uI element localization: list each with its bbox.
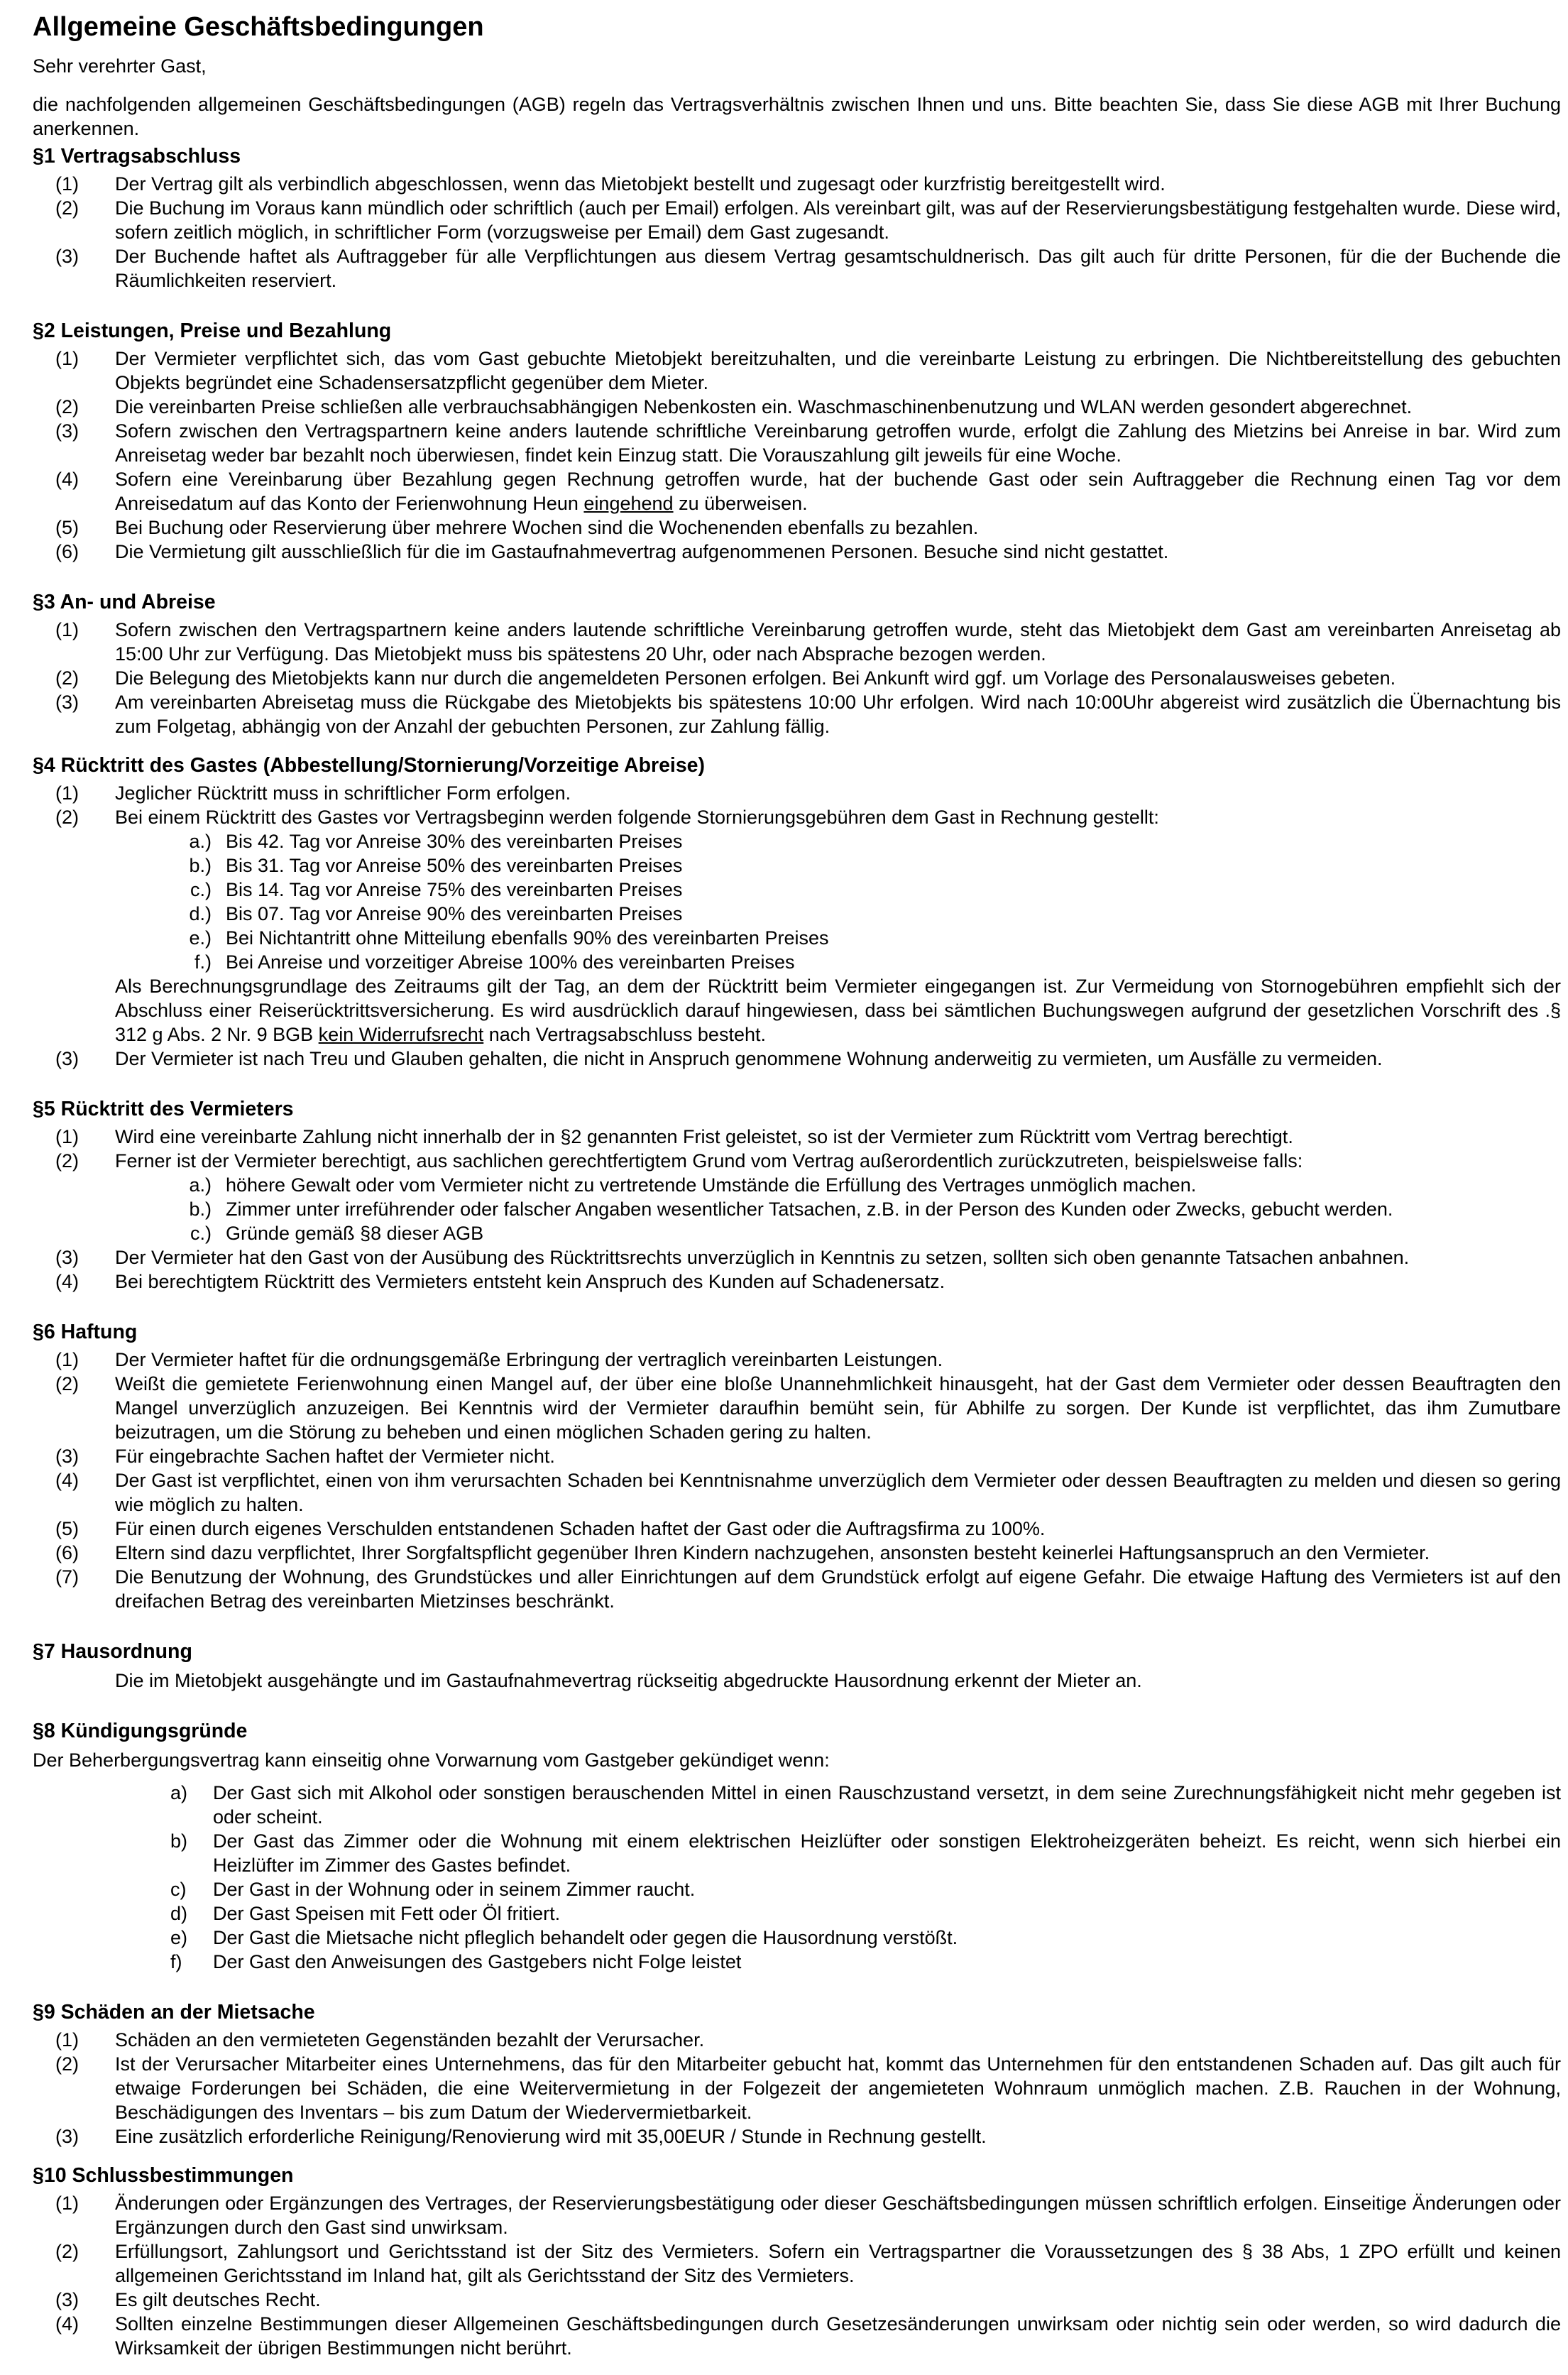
list-item: [33, 1781, 1561, 1829]
item-text: Am vereinbarten Abreisetag muss die Rückgabe des Mietobjekts bis spätestens 10:00 Uhr erfolgen. Wird nach 10:00Uhr abgereist wird zusätzlich die Übernachtung bis zum Folgetag, abhängig von der Anzahl der gebuchten Personen, zur Zahlung fällig.: [115, 692, 1561, 737]
sub-item-number: c.): [190, 1223, 212, 1244]
sub-item-number: a.): [189, 831, 212, 852]
item-number: (2): [55, 667, 79, 689]
list-item: [33, 515, 1561, 540]
section-1-list: [33, 172, 1561, 293]
underlined-term: kein Widerrufsrecht: [318, 1024, 484, 1045]
list-item: [33, 2288, 1561, 2312]
item-text: [115, 467, 1561, 515]
section-3-list: [33, 618, 1561, 738]
item-text: Der Vermieter haftet für die ordnungsgemäße Erbringung der vertraglich vereinbarten Leistungen.: [115, 1349, 943, 1370]
item-number: (3): [55, 246, 79, 267]
item-number: (1): [55, 619, 79, 640]
item-text: Änderungen oder Ergänzungen des Vertrages, der Reservierungsbestätigung oder dieser Geschäftsbedingungen müssen schriftlich erfolgen. Einseitige Änderungen oder Ergänzungen durch den Gast sind unwirksam.: [115, 2193, 1561, 2238]
item-number: (4): [55, 469, 79, 490]
list-item: [33, 1901, 1561, 1926]
item-text: Der Vermieter verpflichtet sich, das vom Gast gebuchte Mietobjekt bereitzuhalten, und die vereinbarte Leistung zu erbringen. Die Nichtbereitstellung des gebuchten Objekts begründet eine Schadensersatzpflicht gegenüber dem Mieter.: [115, 348, 1561, 393]
item-text: Der Vertrag gilt als verbindlich abgeschlossen, wenn das Mietobjekt bestellt und zugesagt oder kurzfristig bereitgestellt wird.: [115, 173, 1166, 195]
underlined-term: eingehend: [583, 493, 674, 514]
list-item: [33, 1245, 1561, 1270]
section-title: §3 An- und Abreise: [33, 591, 216, 613]
section-9-list: [33, 2028, 1561, 2149]
item-number: (4): [55, 2313, 79, 2335]
item-text: Ist der Verursacher Mitarbeiter eines Unternehmens, das für den Mitarbeiter gebucht hat, kommt das Unternehmen für den entstandenen Schaden auf. Das gilt auch für etwaige Forderungen bei Schäden, die eine Weitervermietung in der Folgezeit der angemieteten Wohnraum unmöglich machen. Z.B. Rauchen in der Wohnung, Beschädigungen des Inventars – bis zum Datum der Wiedervermietbarkeit.: [115, 2053, 1561, 2123]
item-text: Der Vermieter ist nach Treu und Glauben gehalten, die nicht in Anspruch genommene Wohnung anderweitig zu vermieten, um Ausfälle zu vermeiden.: [115, 1048, 1383, 1069]
list-item: [33, 2028, 1561, 2052]
list-item: [33, 805, 1561, 829]
sub-item-number: e.): [189, 927, 212, 949]
list-item: [33, 781, 1561, 805]
item-text: Schäden an den vermieteten Gegenständen bezahlt der Verursacher.: [115, 2029, 705, 2051]
list-item: [33, 540, 1561, 564]
item-number: (3): [55, 420, 79, 442]
section-7-text: Die im Mietobjekt ausgehängte und im Gastaufnahmevertrag rückseitig abgedruckte Hausordnung erkennt der Mieter an.: [115, 1670, 1142, 1691]
list-item: [33, 1565, 1561, 1613]
list-item: [33, 618, 1561, 666]
section-title: §9 Schäden an der Mietsache: [33, 2001, 315, 2024]
section-5-list: [33, 1125, 1561, 1294]
sub-item-number: c.): [190, 879, 212, 900]
section-title: §1 Vertragsabschluss: [33, 145, 241, 168]
item-text: Bei Buchung oder Reservierung über mehrere Wochen sind die Wochenenden ebenfalls zu bezahlen.: [115, 517, 979, 538]
sub-item-number: f.): [194, 951, 212, 973]
item-text: Sollten einzelne Bestimmungen dieser Allgemeinen Geschäftsbedingungen durch Gesetzesänderungen unwirksam oder nichtig sein oder werden, so wird dadurch die Wirksamkeit der übrigen Bestimmungen nicht berührt.: [115, 2313, 1561, 2359]
item-text: Für einen durch eigenes Verschulden entstandenen Schaden haftet der Gast oder die Auftragsfirma zu 100%.: [115, 1518, 1046, 1539]
item-text: Jeglicher Rücktritt muss in schriftlicher Form erfolgen.: [115, 782, 571, 804]
section-title: §10 Schlussbestimmungen: [33, 2164, 294, 2187]
item-number: (1): [55, 173, 79, 195]
item-text: Eltern sind dazu verpflichtet, Ihrer Sorgfaltspflicht gegenüber Ihren Kindern nachzugehen, ansonsten besteht keinerlei Haftungsanspruch an den Vermieter.: [115, 1542, 1430, 1563]
sub-item: [33, 853, 1561, 878]
item-text: Der Gast den Anweisungen des Gastgebers nicht Folge leistet: [213, 1951, 742, 1972]
list-item: [33, 467, 1561, 515]
document-title: Allgemeine Geschäftsbedingungen: [33, 12, 484, 42]
item-text: Die Buchung im Voraus kann mündlich oder schriftlich (auch per Email) erfolgen. Als vereinbart gilt, was auf der Reservierungsbestätigung festgehalten wurde. Diese wird, sofern zeitlich möglich, in schriftlicher Form (vorzugsweise per Email) dem Gast zugesandt.: [115, 197, 1561, 243]
list-item: [33, 666, 1561, 690]
sub-item: [33, 1197, 1561, 1221]
sub-item: [33, 829, 1561, 853]
item-number: (2): [55, 2241, 79, 2262]
item-text: Der Gast Speisen mit Fett oder Öl fritiert.: [213, 1903, 561, 1924]
list-item: [33, 1149, 1561, 1173]
continuation-paragraph: [33, 974, 1561, 1047]
item-number: (1): [55, 2029, 79, 2051]
item-text-part: zu überweisen.: [673, 493, 808, 514]
item-number: (1): [55, 1126, 79, 1147]
item-number: (3): [55, 2126, 79, 2147]
list-item: [33, 2191, 1561, 2239]
item-number: (3): [55, 2289, 79, 2310]
item-text: Bei berechtigtem Rücktritt des Vermieters entsteht kein Anspruch des Kunden auf Schadenersatz.: [115, 1271, 945, 1292]
item-number: (6): [55, 1542, 79, 1563]
sub-item-number: b.): [189, 855, 212, 876]
sub-item-number: d.): [189, 903, 212, 924]
sub-item-text: Zimmer unter irreführender oder falscher Angaben wesentlicher Tatsachen, z.B. in der Person des Kunden oder Zwecks, gebucht werden.: [226, 1199, 1393, 1220]
item-number: (2): [55, 197, 79, 219]
list-item: [33, 1877, 1561, 1901]
item-number: (5): [55, 1518, 79, 1539]
list-item: [33, 1372, 1561, 1444]
item-number: (4): [55, 1271, 79, 1292]
list-item: [33, 1541, 1561, 1565]
list-item: [33, 196, 1561, 244]
item-letter: c): [170, 1879, 187, 1900]
paragraph-text-part: Als Berechnungsgrundlage des Zeitraums gilt der Tag, an dem der Rücktritt beim Vermieter eingegangen ist. Zur Vermeidung von Stornogebühren empfiehlt sich der Abschluss einer Reiserücktrittsversicherung. Es wird ausdrücklich darauf hingewiesen, dass bei sämtlichen Buchungswegen aufgrund der gesetzlichen Vorschrift des .§ 312 g Abs. 2 Nr. 9 BGB: [115, 976, 1561, 1045]
item-number: (3): [55, 1446, 79, 1467]
item-number: (1): [55, 2193, 79, 2214]
list-item: [33, 346, 1561, 395]
list-item: [33, 395, 1561, 419]
list-item: [33, 1348, 1561, 1372]
section-title: §5 Rücktritt des Vermieters: [33, 1098, 294, 1120]
item-text: Bei einem Rücktritt des Gastes vor Vertragsbeginn werden folgende Stornierungsgebühren dem Gast in Rechnung gestellt:: [115, 807, 1159, 828]
sub-item: [33, 950, 1561, 974]
item-text: Der Gast die Mietsache nicht pfleglich behandelt oder gegen die Hausordnung verstößt.: [213, 1927, 958, 1948]
item-text: Die Belegung des Mietobjekts kann nur durch die angemeldeten Personen erfolgen. Bei Ankunft wird ggf. um Vorlage des Personalausweises gebeten.: [115, 667, 1396, 689]
list-item: [33, 2052, 1561, 2124]
item-number: (2): [55, 396, 79, 417]
item-number: (3): [55, 1048, 79, 1069]
item-text: Der Buchende haftet als Auftraggeber für alle Verpflichtungen aus diesem Vertrag gesamtschuldnerisch. Das gilt auch für dritte Personen, für die der Buchende die Räumlichkeiten reserviert.: [115, 246, 1561, 291]
section-title: §4 Rücktritt des Gastes (Abbestellung/Stornierung/Vorzeitige Abreise): [33, 754, 706, 777]
item-text: Erfüllungsort, Zahlungsort und Gerichtsstand ist der Sitz des Vermieters. Sofern ein Vertragspartner die Voraussetzungen des § 38 Abs, 1 ZPO erfüllt und keinen allgemeinen Gerichtsstand im Inland hat, gilt als Gerichtsstand der Sitz des Vermieters.: [115, 2241, 1561, 2286]
sub-item-text: Bis 07. Tag vor Anreise 90% des vereinbarten Preises: [226, 903, 683, 924]
item-letter: f): [170, 1951, 182, 1972]
item-text: Weißt die gemietete Ferienwohnung einen Mangel auf, der über eine bloße Unannehmlichkeit hinausgeht, hat der Gast dem Vermieter oder dessen Beauftragten den Mangel unverzüglich anzuzeigen. Bei Kenntnis wird der Vermieter daraufhin bemüht sein, für Abhilfe zu sorgen. Der Kunde ist verpflichtet, das ihm Zumutbare beizutragen, um die Störung zu beheben und einen möglichen Schaden gering zu halten.: [115, 1373, 1561, 1443]
list-item: [33, 690, 1561, 738]
item-number: (1): [55, 348, 79, 369]
item-text-part: Sofern eine Vereinbarung über Bezahlung gegen Rechnung getroffen wurde, hat der buchende Gast oder sein Auftraggeber die Rechnung einen Tag vor dem Anreisedatum auf das Konto der Ferienwohnung Heun: [115, 469, 1561, 514]
item-number: (3): [55, 1247, 79, 1268]
intro-paragraph: die nachfolgenden allgemeinen Geschäftsbedingungen (AGB) regeln das Vertragsverhältnis zwischen Ihnen und uns. Bitte beachten Sie, dass Sie diese AGB mit Ihrer Buchung anerkennen.: [33, 94, 1561, 139]
paragraph-text-part: nach Vertragsabschluss besteht.: [483, 1024, 766, 1045]
item-number: (2): [55, 1150, 79, 1172]
item-letter: a): [170, 1782, 188, 1803]
sub-item-text: Bis 31. Tag vor Anreise 50% des vereinbarten Preises: [226, 855, 683, 876]
sub-item-text: Gründe gemäß §8 dieser AGB: [226, 1223, 484, 1244]
section-title: §6 Haftung: [33, 1321, 138, 1343]
sub-item-text: Bis 14. Tag vor Anreise 75% des vereinbarten Preises: [226, 879, 683, 900]
section-6-list: [33, 1348, 1561, 1613]
item-text: Eine zusätzlich erforderliche Reinigung/Renovierung wird mit 35,00EUR / Stunde in Rechnung gestellt.: [115, 2126, 987, 2147]
section-title: §7 Hausordnung: [33, 1640, 192, 1663]
item-number: (4): [55, 1470, 79, 1491]
list-item: [33, 1829, 1561, 1877]
item-text: Der Gast das Zimmer oder die Wohnung mit einem elektrischen Heizlüfter oder sonstigen Elektroheizgeräten beheizt. Es reicht, wenn sich hierbei ein Heizlüfter im Zimmer des Gastes befindet.: [213, 1830, 1561, 1876]
item-text: Die vereinbarten Preise schließen alle verbrauchsabhängigen Nebenkosten ein. Waschmaschinenbenutzung und WLAN werden gesondert abgerechnet.: [115, 396, 1413, 417]
item-text: Für eingebrachte Sachen haftet der Vermieter nicht.: [115, 1446, 555, 1467]
section-title: §2 Leistungen, Preise und Bezahlung: [33, 320, 392, 342]
item-number: (1): [55, 1349, 79, 1370]
sub-item-number: b.): [189, 1199, 212, 1220]
item-text: Sofern zwischen den Vertragspartnern keine anders lautende schriftliche Vereinbarung getroffen wurde, erfolgt die Zahlung des Mietzins bei Anreise in bar. Wird zum Anreisetag weder bar bezahlt noch überwiesen, findet kein Einzug statt. Die Vorauszahlung gilt jeweils für eine Woche.: [115, 420, 1561, 466]
list-item: [33, 1517, 1561, 1541]
sub-item: [33, 926, 1561, 950]
sub-item: [33, 878, 1561, 902]
sub-item-text: höhere Gewalt oder vom Vermieter nicht zu vertretende Umstände die Erfüllung des Vertrages unmöglich machen.: [226, 1174, 1197, 1196]
section-4-list: [33, 781, 1561, 1071]
list-item: [33, 1125, 1561, 1149]
list-item: [33, 1950, 1561, 1974]
sub-item-number: a.): [189, 1174, 212, 1196]
list-item: [33, 2239, 1561, 2288]
item-text: Der Gast in der Wohnung oder in seinem Zimmer raucht.: [213, 1879, 696, 1900]
sub-item-text: Bis 42. Tag vor Anreise 30% des vereinbarten Preises: [226, 831, 683, 852]
item-text: Sofern zwischen den Vertragspartnern keine anders lautende schriftliche Vereinbarung getroffen wurde, steht das Mietobjekt dem Gast am vereinbarten Anreisetag ab 15:00 Uhr zur Verfügung. Das Mietobjekt muss bis spätestens 20 Uhr, oder nach Absprache bezogen werden.: [115, 619, 1561, 665]
item-text: Die Benutzung der Wohnung, des Grundstückes und aller Einrichtungen auf dem Grundstück erfolgt auf eigene Gefahr. Die etwaige Haftung des Vermieters ist auf den dreifachen Betrag des vereinbarten Mietzinses beschränkt.: [115, 1566, 1561, 1612]
list-item: [33, 1047, 1561, 1071]
list-item: [33, 2124, 1561, 2149]
sub-item: [33, 1221, 1561, 1245]
sub-item-text: Bei Anreise und vorzeitiger Abreise 100% des vereinbarten Preises: [226, 951, 795, 973]
item-letter: e): [170, 1927, 188, 1948]
item-letter: d): [170, 1903, 188, 1924]
list-item: [33, 172, 1561, 196]
item-text: Der Vermieter hat den Gast von der Ausübung des Rücktrittsrechts unverzüglich in Kenntnis zu setzen, sollten sich oben genannte Tatsachen anbahnen.: [115, 1247, 1410, 1268]
item-text: Ferner ist der Vermieter berechtigt, aus sachlichen gerechtfertigtem Grund vom Vertrag außerordentlich zurückzutreten, beispielsweise falls:: [115, 1150, 1303, 1172]
item-letter: b): [170, 1830, 188, 1852]
item-text: Wird eine vereinbarte Zahlung nicht innerhalb der in §2 genannten Frist geleistet, so ist der Vermieter zum Rücktritt vom Vertrag berechtigt.: [115, 1126, 1293, 1147]
item-number: (7): [55, 1566, 79, 1588]
section-2-list: [33, 346, 1561, 564]
greeting: Sehr verehrter Gast,: [33, 55, 207, 77]
item-number: (3): [55, 692, 79, 713]
list-item: [33, 419, 1561, 467]
item-number: (2): [55, 1373, 79, 1394]
sub-item: [33, 1173, 1561, 1197]
item-text: Der Gast ist verpflichtet, einen von ihm verursachten Schaden bei Kenntnisnahme unverzüglich dem Vermieter oder dessen Beauftragten zu melden und diesen so gering wie möglich zu halten.: [115, 1470, 1561, 1515]
list-item: [33, 2312, 1561, 2360]
item-text: Die Vermietung gilt ausschließlich für die im Gastaufnahmevertrag aufgenommenen Personen. Besuche sind nicht gestattet.: [115, 541, 1169, 562]
item-number: (5): [55, 517, 79, 538]
section-8-list: [33, 1781, 1561, 1974]
list-item: [33, 1926, 1561, 1950]
list-item: [33, 1270, 1561, 1294]
item-text: Der Gast sich mit Alkohol oder sonstigen berauschenden Mittel in einen Rauschzustand versetzt, in dem seine Zurechnungsfähigkeit nicht mehr gegeben ist oder scheint.: [213, 1782, 1561, 1828]
section-10-list: [33, 2191, 1561, 2360]
item-number: (2): [55, 807, 79, 828]
list-item: [33, 1444, 1561, 1468]
section-8-intro: Der Beherbergungsvertrag kann einseitig ohne Vorwarnung vom Gastgeber gekündiget wenn:: [33, 1749, 830, 1771]
item-text: Es gilt deutsches Recht.: [115, 2289, 321, 2310]
item-number: (2): [55, 2053, 79, 2075]
sub-item: [33, 902, 1561, 926]
sub-item-text: Bei Nichtantritt ohne Mitteilung ebenfalls 90% des vereinbarten Preises: [226, 927, 829, 949]
section-title: §8 Kündigungsgründe: [33, 1720, 248, 1742]
list-item: [33, 1468, 1561, 1517]
item-number: (6): [55, 541, 79, 562]
list-item: [33, 244, 1561, 293]
item-number: (1): [55, 782, 79, 804]
